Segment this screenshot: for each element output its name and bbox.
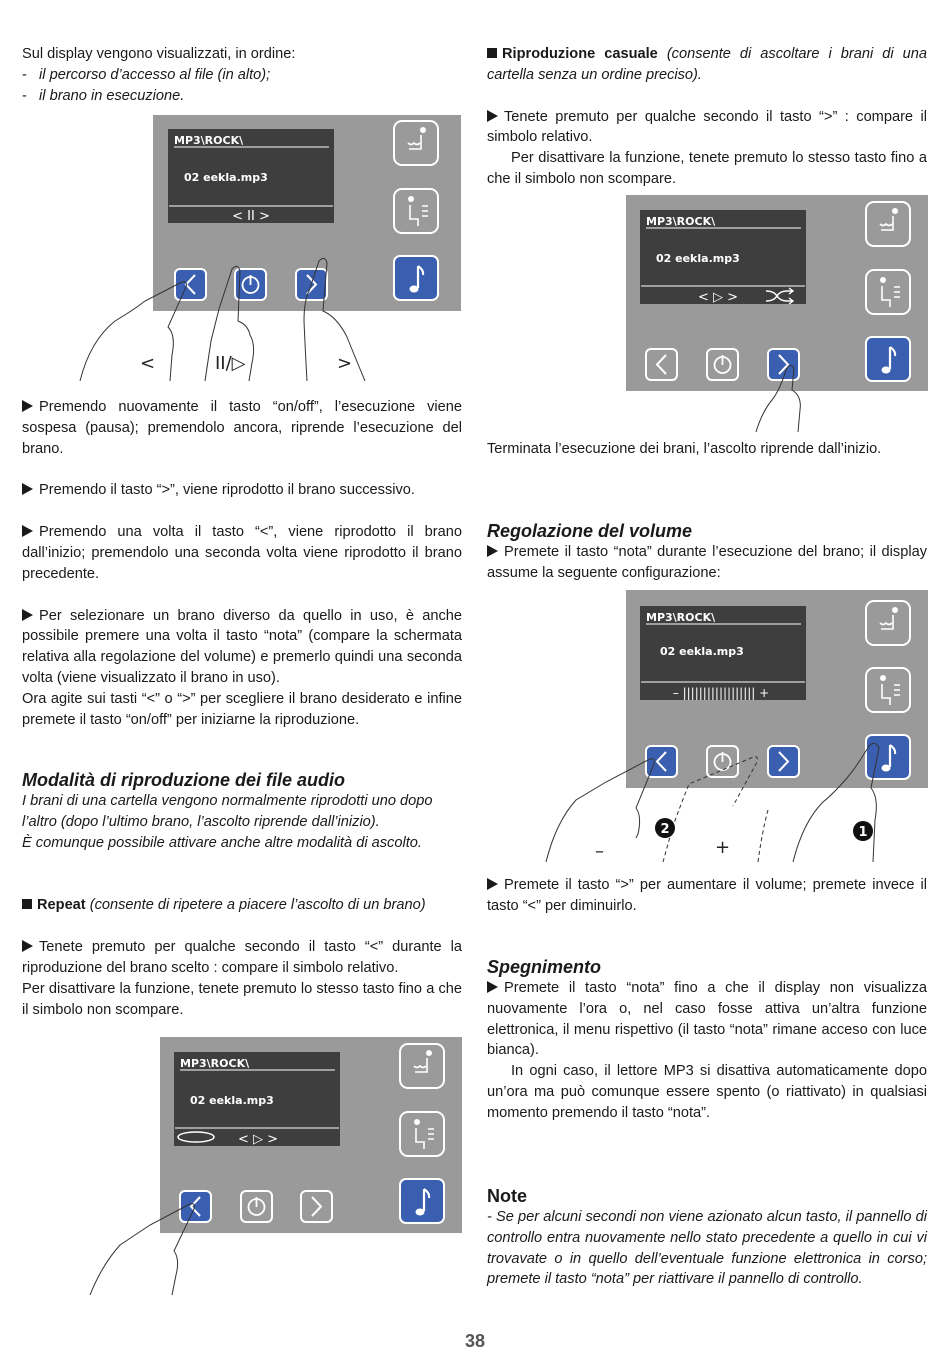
- display-path: MP3\ROCK\: [646, 215, 716, 228]
- repeat-paragraph: Tenete premuto per qualche secondo il tasto “<” durante la riproduzione del brano scelto : compare il simbolo relativo.: [22, 939, 462, 976]
- modes-text-1: I brani di una cartella vengono normalmente riprodotti uno dopo l’altro (dopo l’ultimo brano, l’ascolto riprende dall’inizio).: [22, 793, 433, 830]
- display-controls: < II >: [232, 209, 270, 224]
- shuffle-paragraph: Tenete premuto per qualche secondo il tasto “>” : compare il simbolo relativo.: [487, 108, 927, 146]
- fig1-prev-label: <: [140, 353, 156, 374]
- repeat-title: Repeat (consente di ripetere a piacere l’ascolto di un brano): [22, 895, 462, 916]
- music-note-icon[interactable]: [400, 1179, 444, 1223]
- off-paragraph-2: In ogni caso, il lettore MP3 si disattiva automaticamente dopo un’ora ma può comunque essere spento (o riattivato) in qualsiasi momento premendo il tasto “nota”.: [487, 1063, 927, 1121]
- display-path: MP3\ROCK\: [174, 134, 244, 147]
- repeat-paragraph-2: Per disattivare la funzione, tenete premuto lo stesso tasto fino a che il simbolo non scompare.: [22, 980, 462, 1018]
- figure-repeat: [88, 1035, 464, 1297]
- display-controls: < ▷ >: [237, 1132, 279, 1147]
- arrow-bullet-icon: [487, 545, 498, 557]
- music-note-icon[interactable]: [866, 337, 910, 381]
- arrow-bullet-icon: [487, 878, 498, 890]
- modes-heading: Modalità di riproduzione dei file audio: [22, 770, 346, 790]
- arrow-bullet-icon: [22, 483, 33, 495]
- square-bullet-icon: [22, 899, 32, 909]
- arrow-bullet-icon: [487, 110, 498, 122]
- volume-paragraph-2: Premete il tasto “>” per aumentare il volume; premete invece il tasto “<” per diminuirlo.: [487, 877, 927, 914]
- fig4-step2-label: 2: [660, 822, 670, 837]
- off-paragraph: Premete il tasto “nota” fino a che il display non visualizza nuovamente l’ora o, nel caso fosse attiva un’altra funzione elettronica, il menu rispettivo (il tasto “nota” rimane acceso con luce bianca).: [487, 980, 927, 1059]
- fig1-next-label: >: [337, 353, 353, 374]
- music-note-icon[interactable]: [394, 256, 438, 300]
- onoff-paragraph: Premendo nuovamente il tasto “on/off”, l’esecuzione viene sospesa (pausa); premendolo ancora, riprende l’esecuzione del brano.: [22, 399, 462, 457]
- fig1-playpause-label: II/▷: [215, 353, 246, 374]
- intro-item-1: - il percorso d’accesso al file (in alto);: [22, 66, 271, 83]
- shuffle-paragraph-2: Per disattivare la funzione, tenete premuto lo stesso tasto fino a che il simbolo non scompare.: [487, 150, 927, 187]
- display-path: MP3\ROCK\: [646, 611, 716, 624]
- display-track: 02 eekla.mp3: [660, 645, 744, 658]
- figure-shuffle: [626, 195, 930, 433]
- shuffle-section: [487, 44, 927, 190]
- intro-item-2: - il brano in esecuzione.: [22, 87, 185, 104]
- next-button[interactable]: [768, 746, 799, 777]
- modes-section: [22, 769, 462, 1020]
- note-section: [487, 1185, 927, 1290]
- arrow-bullet-icon: [22, 525, 33, 537]
- display-track: 02 eekla.mp3: [656, 252, 740, 265]
- left-column: [22, 44, 462, 106]
- note-heading: Note: [487, 1186, 527, 1206]
- display-track: 02 eekla.mp3: [190, 1094, 274, 1107]
- arrow-bullet-icon: [22, 940, 33, 952]
- arrow-bullet-icon: [22, 609, 33, 621]
- modes-text-2: È comunque possibile attivare anche altre modalità di ascolto.: [22, 834, 422, 851]
- volume-paragraph: Premete il tasto “nota” durante l’esecuzione del brano; il display assume la seguente configurazione:: [487, 544, 927, 581]
- page-number: 38: [464, 1331, 486, 1351]
- square-bullet-icon: [487, 48, 497, 58]
- next-paragraph: Premendo il tasto “>”, viene riprodotto il brano successivo.: [22, 480, 462, 501]
- select-paragraph-2: Ora agite sui tasti “<” o “>” per scegliere il brano desiderato e infine premete il tasto “on/off” per iniziarne la riproduzione.: [22, 690, 462, 728]
- display-controls: < ▷ >: [697, 290, 739, 305]
- volume-adjust: [487, 875, 927, 917]
- arrow-bullet-icon: [22, 400, 33, 412]
- left-column-mid: [22, 397, 462, 730]
- off-section: [487, 956, 927, 1124]
- shuffle-end-text: Terminata l’esecuzione dei brani, l’ascolto riprende dall’inizio.: [487, 441, 882, 457]
- off-heading: Spegnimento: [487, 957, 602, 977]
- figure-playback: [75, 113, 465, 385]
- select-paragraph: Per selezionare un brano diverso da quello in uso, è anche possibile premere una volta il tasto “nota” (compare la schermata relativa alla regolazione del volume) e premerlo quindi una seconda volta (viene visualizzato il brano in uso).: [22, 607, 462, 686]
- arrow-bullet-icon: [487, 981, 498, 993]
- display-path: MP3\ROCK\: [180, 1057, 250, 1070]
- fig4-plus-label: +: [715, 837, 731, 858]
- volume-heading: Regolazione del volume: [487, 521, 693, 541]
- intro-text: Sul display vengono visualizzati, in ordine:: [22, 46, 296, 62]
- next-button[interactable]: [768, 349, 799, 380]
- shuffle-title: Riproduzione casuale (consente di ascoltare i brani di una cartella senza un ordine preciso).: [487, 46, 927, 83]
- volume-section: [487, 520, 927, 584]
- music-note-icon[interactable]: [866, 735, 910, 779]
- display-track: 02 eekla.mp3: [184, 171, 268, 184]
- prev-paragraph: Premendo una volta il tasto “<”, viene riprodotto il brano dall’inizio; premendolo una seconda volta viene riprodotto il brano precedente.: [22, 524, 462, 582]
- figure-volume: [543, 590, 933, 866]
- prev-button[interactable]: [175, 269, 206, 300]
- note-paragraph: - Se per alcuni secondi non viene azionato alcun tasto, il pannello di controllo entra nuovamente nello stato precedente a quello in cui vi trovavate o in quello dell’eventuale funzione elettronica in corso; premete il tasto “nota” per riattivare il pannello di controllo.: [487, 1209, 927, 1288]
- fig4-step1-label: 1: [858, 825, 868, 840]
- shuffle-end: [487, 439, 927, 460]
- fig4-minus-label: –: [595, 841, 604, 862]
- display-volume-bar: – |||||||||||||||||| +: [672, 686, 770, 700]
